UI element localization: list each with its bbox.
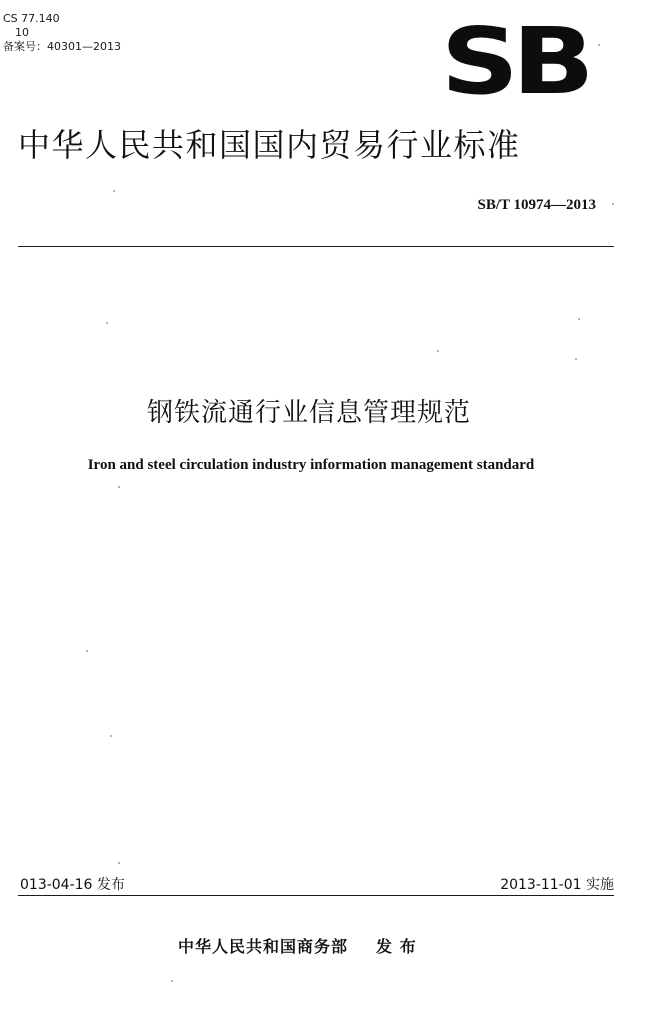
document-title-chinese: [0, 392, 654, 429]
classification-info: [3, 12, 121, 54]
scan-speck: [113, 190, 115, 192]
scan-speck: [171, 980, 173, 982]
ics-code: CS 77.140: [3, 12, 60, 25]
publisher-line: [178, 934, 417, 957]
scan-speck: [437, 350, 439, 352]
header-divider: [18, 246, 614, 247]
record-number: 备案号：40301—2013: [3, 40, 121, 53]
scan-speck: [110, 735, 112, 737]
footer-divider: [18, 895, 614, 896]
document-title-chinese-text: 钢铁流通行业信息管理规范: [146, 398, 471, 428]
scan-speck: [106, 322, 108, 324]
document-title-english: [0, 457, 654, 474]
ccs-code: 10: [15, 26, 29, 39]
issue-date: 013-04-16 发布: [20, 877, 125, 893]
standard-category-title: 中华人民共和国国内贸易行业标准: [18, 126, 521, 164]
scan-speck: [86, 650, 88, 652]
sb-logo: SB: [440, 8, 588, 115]
scan-speck: [612, 203, 614, 205]
scan-speck: [575, 358, 577, 360]
scan-speck: [598, 44, 600, 46]
scan-speck: [118, 486, 120, 488]
scan-speck: [118, 862, 120, 864]
standard-number: SB/T 10974—2013: [477, 197, 596, 213]
implementation-date: 2013-11-01 实施: [500, 877, 614, 893]
publisher-action: 发 布: [376, 937, 417, 956]
publisher-name: 中华人民共和国商务部: [178, 937, 349, 956]
document-title-english-text: Iron and steel circulation industry information management standard: [87, 457, 535, 473]
scan-speck: [578, 318, 580, 320]
